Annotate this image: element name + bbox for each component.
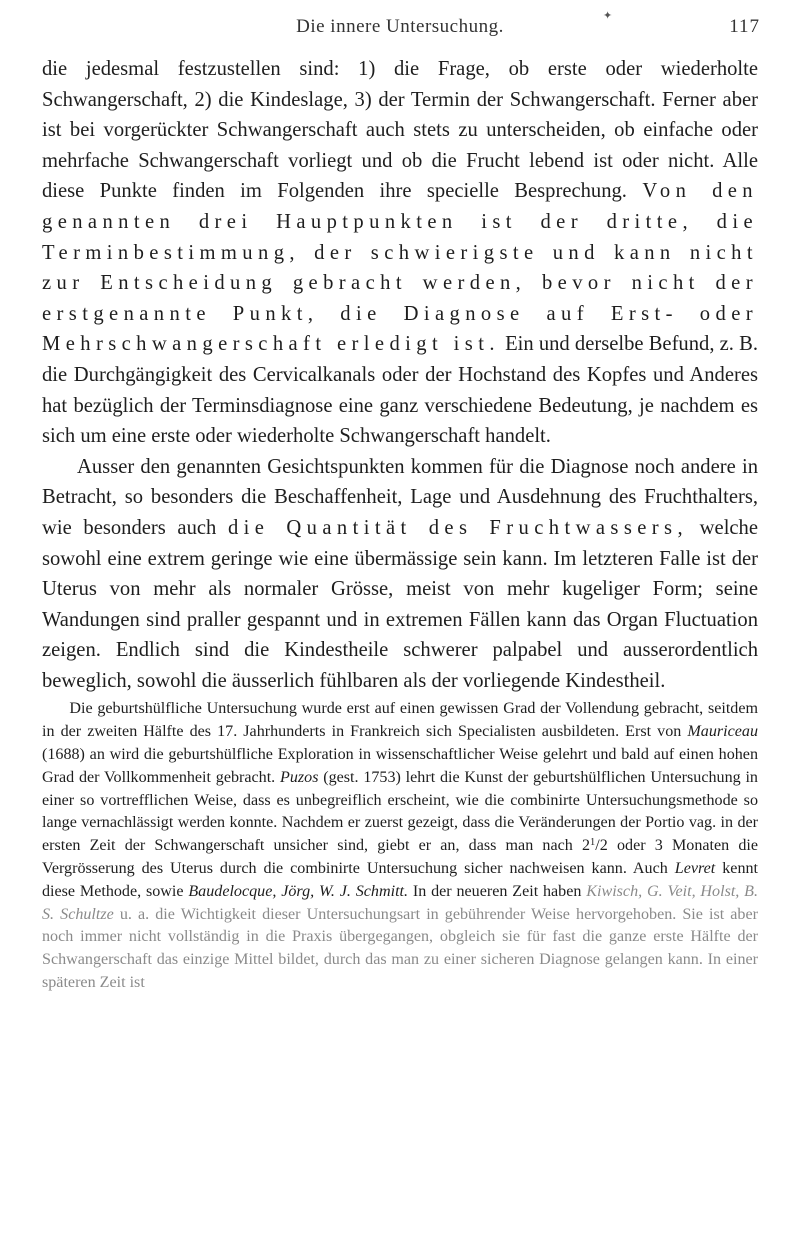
fraction-numerator: 1 <box>590 837 596 849</box>
paragraph-2-text-b: welche sowohl eine extrem geringe wie eine übermässige sein kann. Im letzteren Falle ist der Uterus von mehr als normaler Grösse, meist von mehr kugeliger Form; seine Wandungen sind praller gespannt und in extremen Fällen kann das Organ Fluctuation zeigen. Endlich sind die Kindestheile schwerer palpabel und ausserordentlich beweglich, sowohl die äusserlich fühlbaren als der vorliegende Kindestheil. <box>42 516 758 692</box>
authors-list-1: Baudelocque, Jörg, W. J. Schmitt. <box>188 882 409 900</box>
authors-list-2: Kiwisch, G. Veit, Holst, B. S. Schultze <box>42 882 759 923</box>
small-text-5: kennt diese Methode, sowie <box>42 860 759 900</box>
paragraph-1-text-b: Ein und derselbe Befund, z. B. die Durchgängigkeit des Cervicalkanals oder der Hochstand des Kopfes und Anderes hat bezüglich der Terminsdiagnose eine ganz verschiedene Bedeutung, je nachdem es sich um eine erste oder wiederholte Schwangerschaft handelt. <box>42 333 758 448</box>
running-title: Die innere Untersuchung. <box>296 16 504 37</box>
paragraph-1-text-a: die jedesmal festzustellen sind: 1) die Frage, ob erste oder wiederholte Schwangerschaft, 2) die Kindeslage, 3) der Termin der Schwangerschaft. Ferner aber ist bei vorgerückter Schwangerschaft auch stets zu unterscheiden, ob einfache oder mehrfache Schwangerschaft vorliegt und ob die Frucht lebend ist oder nicht. Alle diese Punkte finden im Folgenden ihre specielle Besprechung. <box>42 58 758 203</box>
paragraph-2 <box>42 452 758 697</box>
small-text-4: oder 3 Monaten die Vergrösserung des Uterus durch die combinirte Untersuchung sicher nachweisen kann. Auch <box>42 837 759 878</box>
page-number: 117 <box>729 16 760 37</box>
author-levret: Levret <box>674 860 716 878</box>
paragraph-2-text-a: Ausser den genannten Gesichtspunkten kommen für die Diagnose noch andere in Betracht, so besonders die Beschaffenheit, Lage und Ausdehnung des Fruchthalters, wie besonders auch <box>42 455 758 539</box>
decorative-mark: ✦ <box>603 9 613 22</box>
small-text-3: (gest. 1753) lehrt die Kunst der geburtshülflichen Untersuchung in einer so vortrefflichen Weise, dass es unbegreiflich erscheint, wie die combinirte Untersuchungsmethode so lange vernachlässigt werden konnte. Nachdem er zuerst gezeigt, dass die Veränderungen der Portio vag. in der ersten Zeit der Schwangerschaft unsicher sind, giebt er an, dass man nach 2 <box>42 768 758 855</box>
small-text-7: u. a. die Wichtigkeit dieser Untersuchungsart in gebührender Weise hervorgehoben. Sie ist aber noch immer nicht vollständig in die Praxis übergegangen, obgleich sie für fast die ganze erste Hälfte der Schwangerschaft das einzige Mittel bildet, durch das man zu einer sicheren Diagnose gelangen kann. In einer späteren Zeit ist <box>42 905 758 992</box>
page-body <box>42 54 758 995</box>
author-mauriceau: Mauriceau <box>687 723 758 741</box>
page-header <box>0 16 800 46</box>
small-text-6: In der neueren Zeit haben <box>408 882 587 900</box>
small-text-2: (1688) an wird die geburtshülfliche Exploration in wissenschaftlicher Weise gelehrt und bald auf einen hohen Grad der Vollkommenheit gebracht. <box>42 746 758 786</box>
small-print-paragraph <box>42 698 758 994</box>
fraction-denominator: /2 <box>595 837 608 855</box>
paragraph-1-spaced-emphasis: Von den genannten drei Hauptpunkten ist der dritte, die Terminbestimmung, der schwierigste und kann nicht zur Entscheidung gebracht werden, bevor nicht der erstgenannte Punkt, die Diagnose auf Erst- oder Mehrschwangerschaft erledigt ist. <box>42 180 759 356</box>
small-text-1: Die geburtshülfliche Untersuchung wurde erst auf einen gewissen Grad der Vollendung gebracht, seitdem in der zweiten Hälfte des 17. Jahrhunderts in Frankreich sich Specialisten ausbildeten. Erst von <box>42 700 758 741</box>
author-puzos: Puzos <box>280 768 319 786</box>
paragraph-2-spaced-emphasis: die Quantität des Fruchtwassers, <box>227 516 689 539</box>
paragraph-1 <box>42 54 758 452</box>
